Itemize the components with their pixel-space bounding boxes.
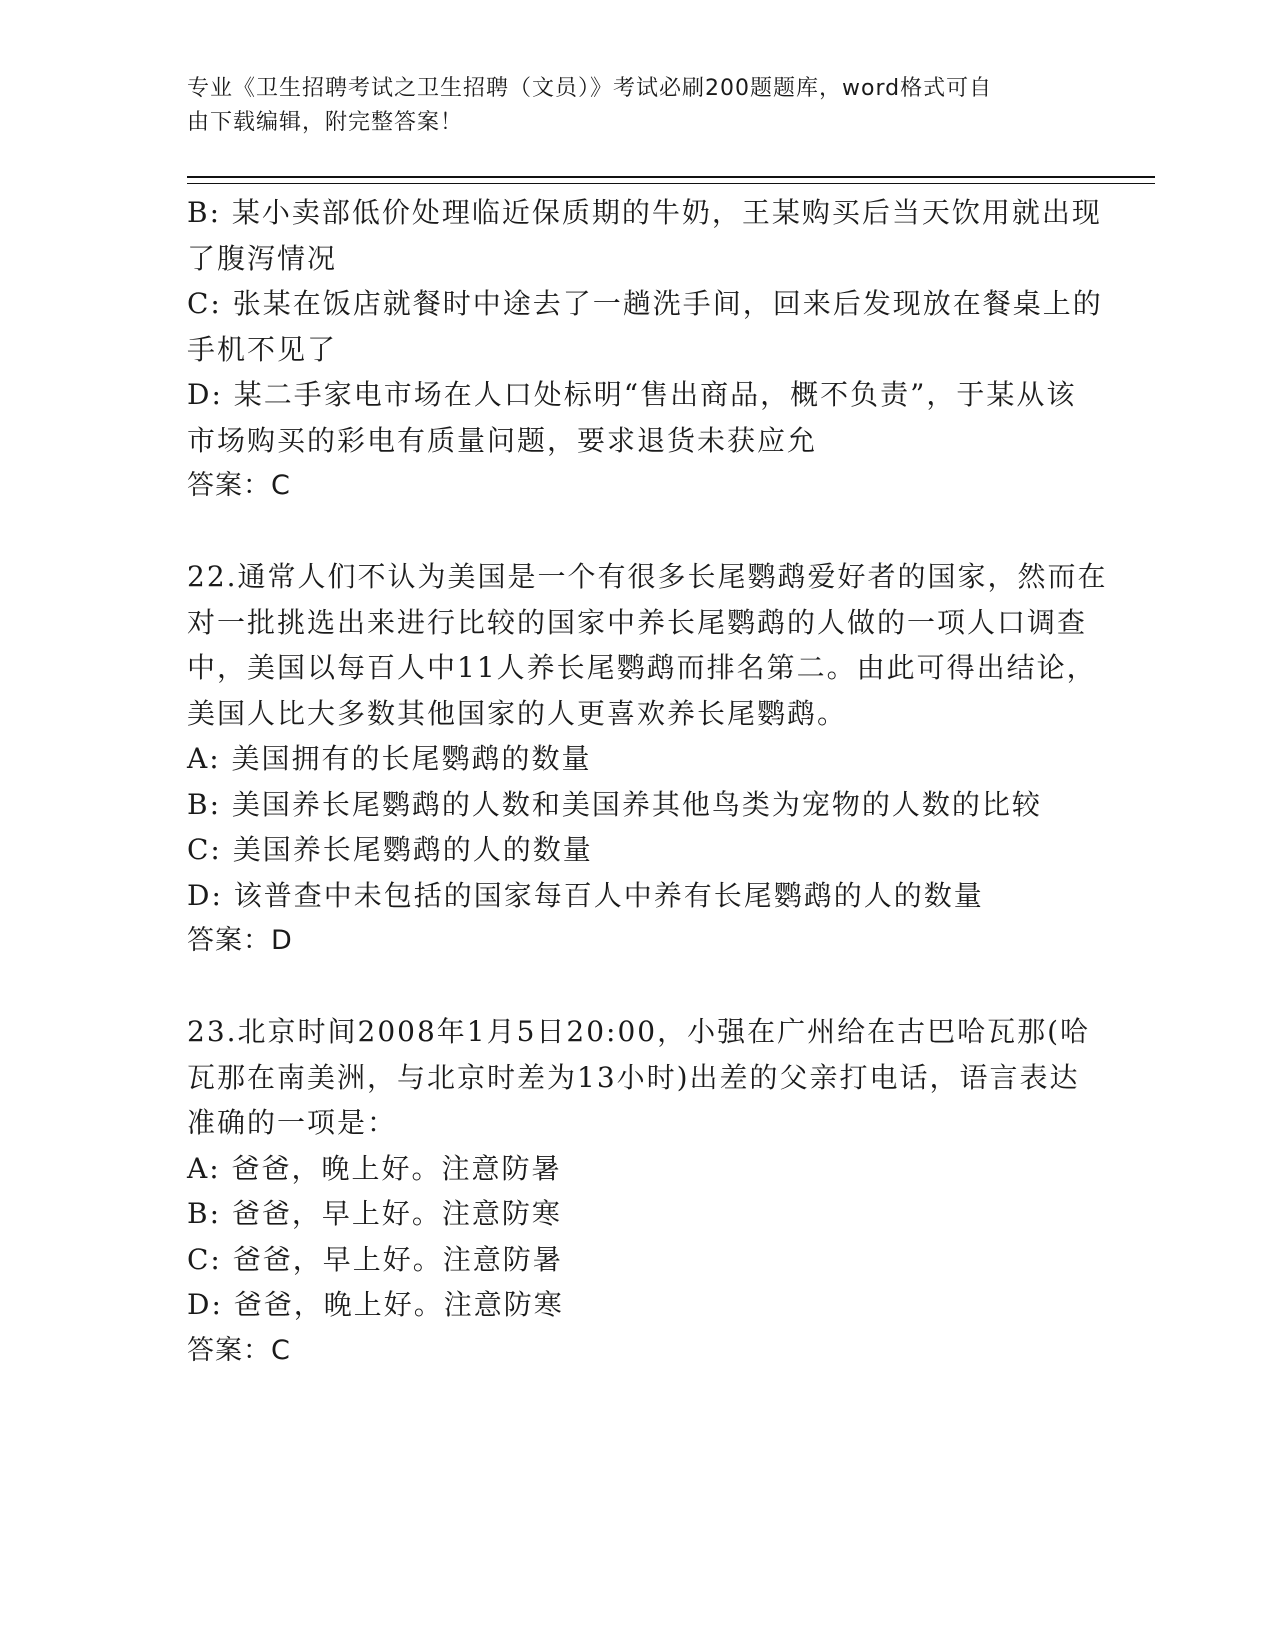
header-divider [187,176,1155,184]
question-22-stem-line-1: 22.通常人们不认为美国是一个有很多长尾鹦鹉爱好者的国家，然而在 [187,560,1108,593]
question-23-stem-line-3: 准确的一项是： [187,1106,398,1139]
question-23-stem-line-2: 瓦那在南美洲，与北京时差为13小时)出差的父亲打电话，语言表达 [187,1060,1080,1094]
question-22 [187,554,1108,964]
option-b-line-2: 了腹泻情况 [187,241,338,275]
option-c-line-2: 手机不见了 [187,332,338,366]
option-d-line-1: D: 某二手家电市场在人口处标明“售出商品，概不负责”，于某从该 [187,378,1077,411]
spacer [187,964,1087,1010]
question-22-stem-line-4: 美国人比大多数其他国家的人更喜欢养长尾鹦鹉。 [187,696,848,730]
question-23-option-b: B: 爸爸，早上好。注意防寒 [187,1197,562,1230]
question-23-option-a: A: 爸爸，晚上好。注意防暑 [187,1151,562,1185]
question-22-option-b: B: 美国养长尾鹦鹉的人数和美国养其他鸟类为宠物的人数的比较 [187,787,1042,821]
question-22-option-a: A: 美国拥有的长尾鹦鹉的数量 [187,742,592,775]
question-23-option-c: C: 爸爸，早上好。注意防暑 [187,1242,563,1276]
option-b-line-1: B: 某小卖部低价处理临近保质期的牛奶，王某购买后当天饮用就出现 [187,196,1102,229]
question-22-stem-line-3: 中，美国以每百人中11人养长尾鹦鹉而排名第二。由此可得出结论， [187,651,1097,684]
question-22-stem-line-2: 对一批挑选出来进行比较的国家中养长尾鹦鹉的人做的一项人口调查 [187,605,1088,639]
question-23 [187,1009,1091,1373]
question-23-option-d: D: 爸爸，晚上好。注意防寒 [187,1288,564,1321]
header-title-line-2: 由下载编辑，附完整答案！ [187,110,464,135]
question-22-option-d: D: 该普查中未包括的国家每百人中养有长尾鹦鹉的人的数量 [187,878,984,912]
question-23-stem-line-1: 23.北京时间2008年1月5日20:00，小强在广州给在古巴哈瓦那(哈 [187,1015,1091,1048]
question-23-answer: 答案：C [187,1334,291,1366]
option-d-line-2: 市场购买的彩电有质量问题，要求退货未获应允 [187,423,818,457]
document-body [187,190,1108,1373]
question-22-answer: 答案：D [187,925,293,956]
document-header [187,72,1067,140]
spacer [187,509,1087,555]
question-21-options [187,190,1103,509]
header-title-line-1: 专业《卫生招聘考试之卫生招聘（文员）》考试必刷200题题库，word格式可自 [187,76,993,101]
option-c-line-1: C: 张某在饭店就餐时中途去了一趟洗手间，回来后发现放在餐桌上的 [187,287,1103,320]
question-21-answer: 答案：C [187,470,291,501]
question-22-option-c: C: 美国养长尾鹦鹉的人的数量 [187,833,593,866]
